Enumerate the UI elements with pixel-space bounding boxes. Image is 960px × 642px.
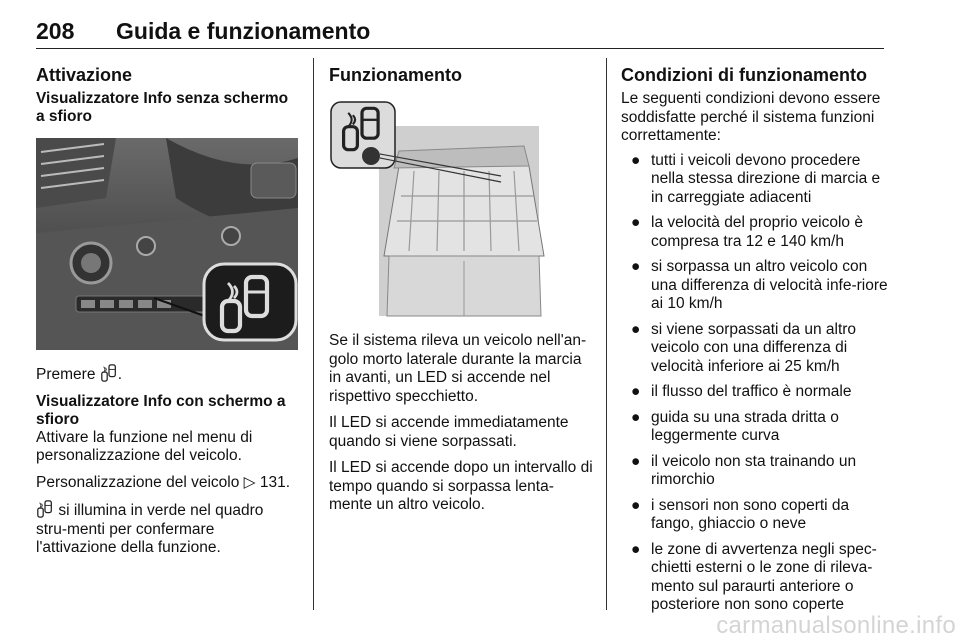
list-item: ● i sensori non sono coperti da fango, ghiaccio o neve bbox=[631, 496, 850, 532]
watermark: carmanualsonline.info bbox=[716, 612, 956, 639]
press-instruction: Premere . bbox=[36, 366, 123, 383]
column-divider bbox=[606, 58, 607, 610]
list-item: ● il flusso del traffico è normale bbox=[631, 383, 852, 400]
section-heading-activation: Attivazione bbox=[36, 65, 133, 85]
conditions-list bbox=[621, 152, 889, 615]
list-item: ● le zone di avvertenza negli spec-chietti esterni o le zone di rileva-mento sul paraurti anteriore o posteriore non sono coperte bbox=[631, 540, 877, 613]
paragraph-activate-menu: Attivare la funzione nel menu di personalizzazione del veicolo. bbox=[36, 428, 253, 464]
list-item: ● tutti i veicoli devono procedere nella stessa direzione di marcia e in carreggiate adiacenti bbox=[631, 151, 881, 206]
blind-spot-icon bbox=[36, 500, 54, 518]
conditions-intro: Le seguenti condizioni devono essere soddisfatte perché il sistema funzioni correttamente: bbox=[621, 90, 881, 144]
dashboard-button-photo bbox=[36, 138, 298, 350]
column-activation bbox=[36, 64, 298, 566]
column-conditions bbox=[621, 64, 889, 622]
paragraph-overtaking: Il LED si accende dopo un intervallo di tempo quando si sorpassa lenta-mente un altro veicolo. bbox=[329, 459, 593, 513]
list-item: ● si sorpassa un altro veicolo con una differenza di velocità infe-riore ai 10 km/h bbox=[631, 258, 888, 312]
page-number: 208 bbox=[36, 18, 75, 44]
paragraph-confirm: si illumina in verde nel quadro stru-menti per confermare l'attivazione della funzione. bbox=[36, 502, 264, 556]
mirror-led-illustration bbox=[329, 96, 593, 318]
list-item: ● guida su una strada dritta o leggermente curva bbox=[631, 408, 839, 444]
section-heading-conditions: Condizioni di funzionamento bbox=[621, 65, 867, 85]
page-title: Guida e funzionamento bbox=[116, 18, 371, 44]
list-item: ● la velocità del proprio veicolo è compresa tra 12 e 140 km/h bbox=[631, 214, 863, 250]
subheading-non-touch: Visualizzatore Info senza schermo a sfioro bbox=[36, 90, 289, 125]
paragraph-overtaken: Il LED si accende immediatamente quando si viene sorpassati. bbox=[329, 414, 569, 450]
page-header bbox=[36, 8, 884, 49]
list-item: ● il veicolo non sta trainando un rimorchio bbox=[631, 452, 857, 488]
page-reference-arrow-icon: ▷ bbox=[243, 473, 256, 491]
subheading-touch: Visualizzatore Info con schermo a sfioro bbox=[36, 392, 286, 428]
paragraph-personalization: Personalizzazione del veicolo ▷ 131. bbox=[36, 473, 291, 491]
section-heading-operation: Funzionamento bbox=[329, 65, 462, 85]
column-operation bbox=[329, 64, 593, 523]
blind-spot-icon bbox=[100, 364, 118, 382]
column-divider bbox=[313, 58, 314, 610]
paragraph-led-on: Se il sistema rileva un veicolo nell'an-golo morto laterale durante la marcia in avanti, un LED si accende nel rispettivo specchietto. bbox=[329, 332, 587, 405]
list-item: ● si viene sorpassati da un altro veicolo con una differenza di velocità inferiore ai 25 km/h bbox=[631, 320, 857, 375]
